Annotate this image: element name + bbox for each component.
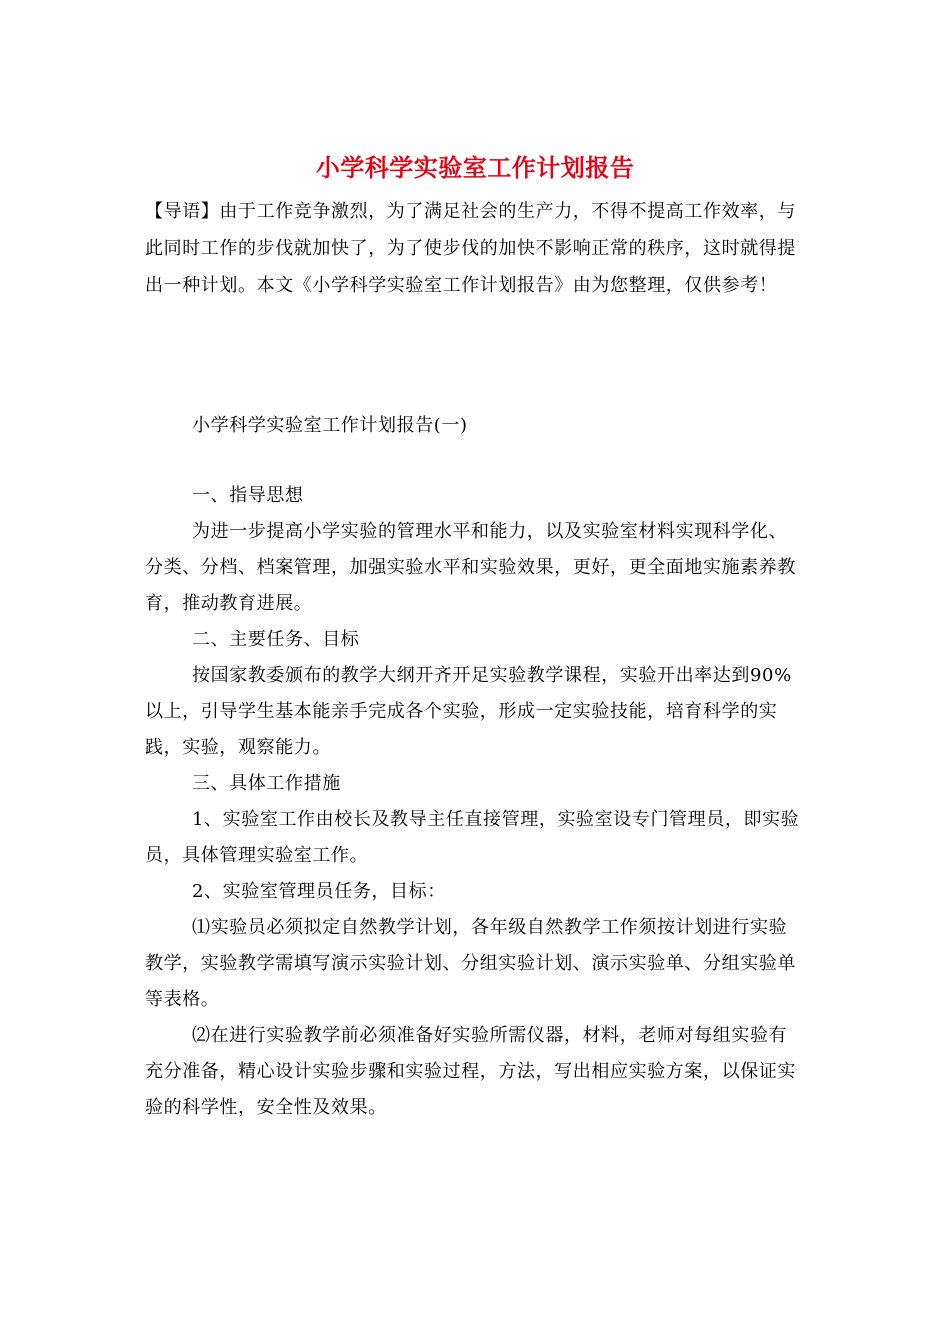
section-title: 小学科学实验室工作计划报告(一) — [192, 415, 468, 436]
paragraph-main-tasks: 按国家教委颁布的教学大纲开齐开足实验教学课程，实验开出率达到90%以上，引导学生基本能亲手完成各个实验，形成一定实验技能，培育科学的实践，实验，观察能力。 — [145, 665, 792, 758]
paragraph-measure-1: 1、实验室工作由校长及教导主任直接管理，实验室设专门管理员，即实验员，具体管理实验室工作。 — [145, 809, 800, 866]
heading-guiding-principle: 一、指导思想 — [192, 485, 304, 506]
paragraph-guiding-principle: 为进一步提高小学实验的管理水平和能力，以及实验室材料实现科学化、分类、分档、档案管理，加强实验水平和实验效果，更好，更全面地实施素养教育，推动教育进展。 — [145, 521, 796, 614]
document-title: 小学科学实验室工作计划报告 — [315, 153, 635, 182]
paragraph-measure-2: 2、实验室管理员任务，目标： — [192, 881, 446, 902]
paragraph-measure-2-item-2: ⑵在进行实验教学前必须准备好实验所需仪器，材料，老师对每组实验有充分准备，精心设计实验步骤和实验过程，方法，写出相应实验方案，以保证实验的科学性，安全性及效果。 — [145, 1025, 796, 1118]
intro-paragraph: 【导语】由于工作竞争激烈，为了满足社会的生产力，不得不提高工作效率，与此同时工作的步伐就加快了，为了使步伐的加快不影响正常的秩序，这时就得提出一种计划。本文《小学科学实验室工作计划报告》由为您整理，仅供参考！ — [145, 201, 796, 296]
heading-specific-measures: 三、具体工作措施 — [192, 773, 341, 794]
heading-main-tasks: 二、主要任务、目标 — [192, 629, 360, 650]
paragraph-measure-2-item-1: ⑴实验员必须拟定自然教学计划，各年级自然教学工作须按计划进行实验教学，实验教学需填写演示实验计划、分组实验计划、演示实验单、分组实验单等表格。 — [145, 917, 796, 1010]
document-body — [145, 478, 805, 1126]
